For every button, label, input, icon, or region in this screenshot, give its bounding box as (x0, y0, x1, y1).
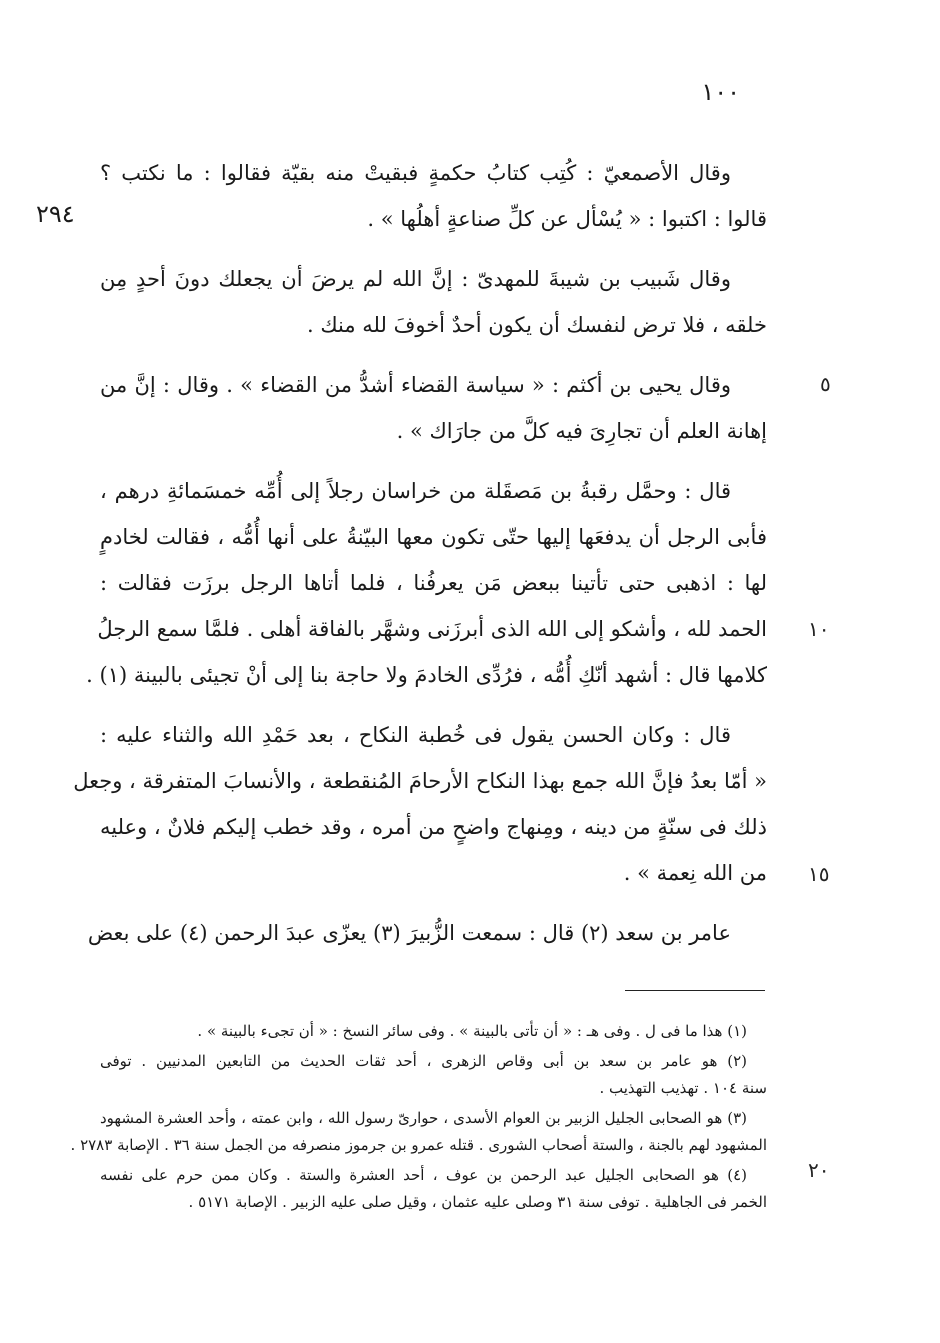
text-line: إهانة العلم أن تجارِىَ فيه كلَّ من جارَاك » . (396, 419, 767, 443)
paragraph-yahya (100, 362, 767, 454)
line-marker-5: ٥ (820, 372, 831, 396)
text-line: قال : وكان الحسن يقول فى خُطبة النكاح ، بعد حَمْدِ الله والثناء عليه : (100, 723, 731, 747)
text-line: ذلك فى سنّةٍ من دينه ، ومِنهاج واضحٍ من أمره ، وقد خطب إليكم فلانٌ ، وعليه (100, 815, 767, 839)
paragraph-hasan (73, 712, 767, 896)
footnote-4 (100, 1162, 767, 1216)
text-line: الحمد لله ، وأشكو إلى الله الذى أبرزَنى وشهَّر بالفاقة أهلى . فلمَّا سمع الرجلُ (97, 617, 767, 641)
footnote-3 (70, 1105, 767, 1159)
text-line: قالوا : اكتبوا : « يُسْأل عن كلِّ صناعةٍ أهلُها » . (367, 207, 767, 231)
line-marker-15: ١٥ (808, 862, 830, 886)
line-marker-10: ١٠ (808, 617, 830, 641)
text-line: خلقه ، فلا ترض لنفسك أن يكون أحدٌ أخوفَ لله منك . (306, 313, 767, 337)
footnote-separator (625, 990, 765, 991)
footnote-line: المشهود لهم بالجنة ، والستة أصحاب الشورى . قتله عمرو بن جرموز منصرفه من الجمل سنة ٣٦ . الإصابة ٢٧٨٣ . (70, 1136, 767, 1154)
page-number: ١٠٠ (701, 78, 740, 106)
line-marker-20: ٢٠ (808, 1158, 830, 1182)
text-line: لها : اذهبى حتى تأتينا ببعض مَن يعرفُنا ، فلما أتاها الرجل برزَت فقالت : (100, 571, 767, 595)
footnote-line: (٣) هو الصحابى الجليل الزبير بن العوام الأسدى ، حوارىّ رسول الله ، وابن عمته ، وأحد العشرة المشهود (100, 1109, 747, 1127)
footnote-1 (100, 1018, 767, 1045)
text-line: عامر بن سعد (٢) قال : سمعت الزُّبيرَ (٣) يعزّى عبدَ الرحمن (٤) على بعض (87, 921, 731, 945)
text-line: وقال يحيى بن أكثم : « سياسة القضاء أشدُّ من القضاء » . وقال : إنَّ من (100, 373, 731, 397)
footnote-line: (٤) هو الصحابى الجليل عبد الرحمن بن عوف ، أحد العشرة والستة . وكان ممن حرم على نفسه (100, 1166, 747, 1184)
paragraph-asmai (100, 150, 767, 242)
text-line: وقال الأصمعيّ : كُتِب كتابُ حكمةٍ فبقيتْ منه بقيّة فقالوا : ما نكتب ؟ (100, 161, 731, 185)
footnote-line: الخمر فى الجاهلية . توفى سنة ٣١ وصلى عليه عثمان ، وقيل صلى عليه الزبير . الإصابة ٥١٧١ . (188, 1193, 767, 1211)
footnotes (70, 1018, 767, 1219)
text-line: قال : وحمَّل رقبةُ بن مَصقَلة من خراسان رجلاً إلى أُمِّه خمسَمائةِ درهم ، (100, 479, 732, 503)
footnote-2 (100, 1048, 767, 1102)
text-line: « أمّا بعدُ فإنَّ الله جمع بهذا النكاح الأرحامَ المُنقطعة ، والأنسابَ المتفرقة ، وجعل (73, 769, 767, 793)
margin-reference-number: ٢٩٤ (36, 200, 75, 228)
footnote-line: سنة ١٠٤ . تهذيب التهذيب . (599, 1079, 767, 1097)
text-line: وقال شَبيب بن شيبةَ للمهدىّ : إنَّ الله لم يرضَ أن يجعلك دونَ أحدٍ مِن (100, 267, 731, 291)
paragraph-raqaba (86, 468, 767, 698)
text-line: كلامها قال : أشهد أنّكِ أُمُّه ، فرُدِّى الخادمَ ولا حاجة بنا إلى أنْ تجيئى بالبينة (١) . (86, 663, 767, 687)
footnote-line: (٢) هو عامر بن سعد بن أبى وقاص الزهرى ، أحد ثقات الحديث من التابعين المدنيين . توفى (100, 1052, 747, 1070)
text-line: فأبى الرجل أن يدفعَها إليها حتّى تكون معها البيّنةُ على أنها أُمُّه ، فقالت لخادمٍ (100, 525, 767, 549)
paragraph-amir (87, 910, 767, 956)
footnote-line: (١) هذا ما فى ل . وفى هـ : « أن تأتى بالبينة » . وفى سائر النسخ : « أن تجىء بالبينة » . (197, 1022, 747, 1040)
paragraph-shabib (100, 256, 767, 348)
text-line: من الله نِعمة » . (623, 861, 767, 885)
main-text (73, 150, 767, 970)
